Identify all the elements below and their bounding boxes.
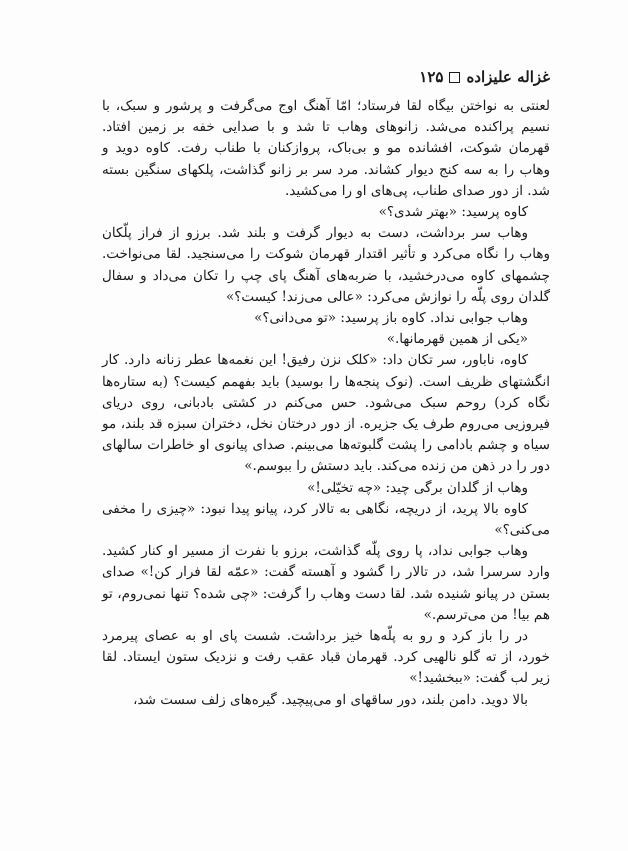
paragraph: کاوه، ناباور، سر تکان داد: «کلک نزن رفیق! این نغمه‌ها عطر زنانه دارد. کار انگشتهای ظریف است. (نوک پنجه‌ها را بوسید) باید بفهمم کیست؟ (به ستاره‌ها نگاه کرد) روحم سبک می‌شود. حس می‌کنم در کشتی بادبانی، روی دریای فیروزیی می‌روم طرف یک جزیره. از دور درختان نخل، دختران سبزه قد بلند، مو سیاه و چشم بادامی را پشت گلبوته‌ها می‌بینم. صدای پیانوی او خاطرات سالهای دور را در ذهن من زنده می‌کند. باید دستش را ببوسم.»	[102, 352, 550, 475]
paragraph: «یکی از همین قهرمانها.»	[386, 331, 528, 348]
paragraph: در را باز کرد و رو به پلّه‌ها خیز برداشت. شست پای او به عصای پیرمرد خورد، از ته گلو نالهیی کرد. قهرمان قباد عقب رفت و نزدیک ستون ایستاد. لقا زیر لب گفت: «ببخشید!»	[102, 628, 550, 687]
paragraph: وهاب از گلدان برگی چید: «چه تخیّلی!»	[307, 479, 528, 496]
paragraph: لعنتی به نواختن بیگاه لقا فرستاد؛ امّا آهنگ اوج می‌گرفت و پرشور و سبک، با نسیم پراکنده می‌شد. زانوهای وهاب تا شد و با صدایی خفه بر زمین افتاد. قهرمان شوکت، افشانده مو و بی‌باک، پروازکنان با طناب رفت. کاوه دوید و وهاب را به سه کنج دیوار کشاند. مرد سر بر زانو گذاشت، پلکهای سنگین بسته شد. از دور صدای طناب، پی‌های او را می‌کشید.	[102, 98, 550, 199]
header-square-ornament-icon	[449, 72, 460, 83]
paragraph: کاوه پرسید: «بهتر شدی؟»	[378, 204, 528, 221]
paragraph: کاوه بالا پرید، از دریچه، نگاهی به تالار کرد، پیانو پیدا نبود: «چیزی را مخفی می‌کنی؟»	[102, 500, 550, 539]
paragraph: بالا دوید. دامن بلند، دور ساقهای او می‌پیچید. گیره‌های زلف سست شد،	[133, 691, 528, 708]
body-text	[102, 96, 550, 711]
paragraph: وهاب جوابی نداد، پا روی پلّه گذاشت، برزو با نفرت از مسیر او کنار کشید. وارد سرسرا شد، در تالار را گشود و آهسته گفت: «عمّه لقا فرار کن!» صدای بستن در پیانو شنیده شد. لقا دست وهاب را گرفت: «چی شده؟ تنها نمی‌روم، تو هم بیا! من می‌ترسم.»	[102, 543, 550, 623]
page-number: ۱۲۵	[419, 68, 444, 86]
header-author: غزاله علیزاده	[466, 68, 550, 86]
running-header	[70, 66, 550, 88]
paragraph: وهاب سر برداشت، دست به دیوار گرفت و بلند شد. برزو از فراز پلّکان وهاب را نگاه می‌کرد و تأثیر اقتدار قهرمان شوکت را می‌سنجید. لقا می‌نواخت. چشمهای کاوه می‌درخشید، با ضربه‌های آهنگ پای چپ را تکان می‌داد و سفال گلدان روی پلّه را نوازش می‌کرد: «عالی می‌زند! کیست؟»	[102, 225, 550, 305]
paragraph: وهاب جوابی نداد. کاوه باز پرسید: «تو می‌دانی؟»	[254, 310, 528, 327]
